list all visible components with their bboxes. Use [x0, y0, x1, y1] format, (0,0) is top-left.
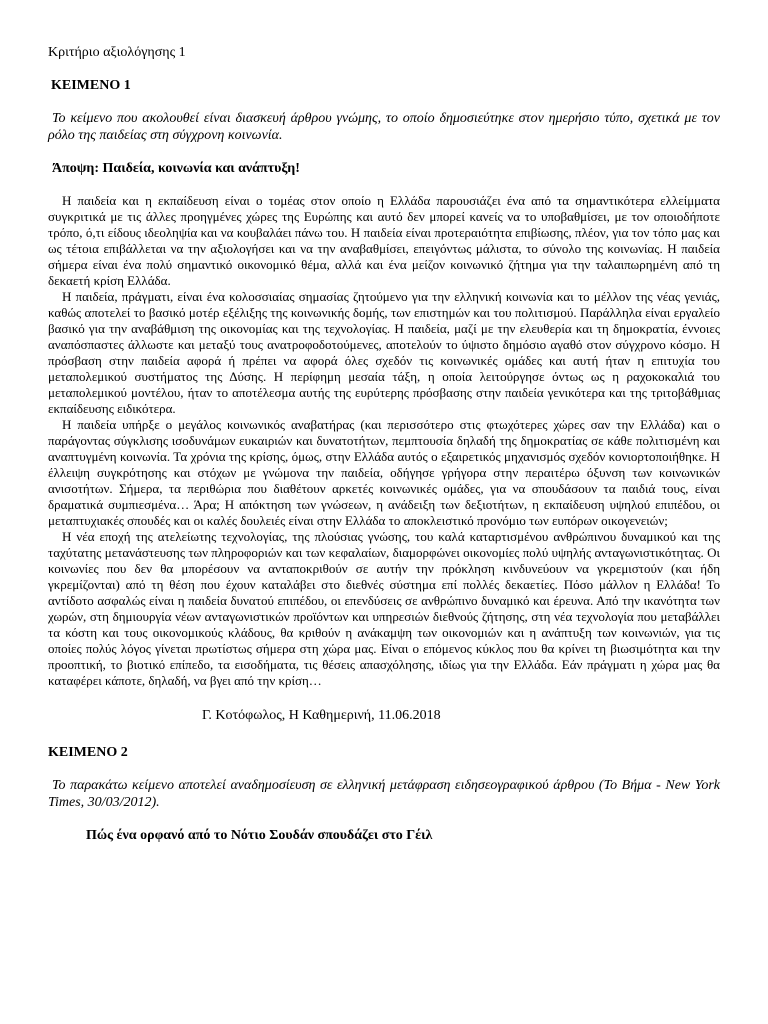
text1-paragraph: Η νέα εποχή της ατελείωτης τεχνολογίας, της πλούσιας γνώσης, του καλά καταρτισμένου ανθρώπινου δυναμικού και της ταχύτατης μετανάστευσης των πληροφοριών και των κεφαλαίων, διαμορφώνει οικονομίες πολύ υψηλής ανταγωνιστικότητας. Οι κοινωνίες που δεν θα μπορέσουν να ανταποκριθούν σε αυτήν την πρόκληση κινδυνεύουν να γκρεμιστούν (και ήδη γκρεμίζονται) από τη θέση που έχουν καταλάβει στο διεθνές σύστημα επί πολλές δεκαετίες. Πόσο μάλλον η Ελλάδα! Το αντίδοτο ασφαλώς είναι η παιδεία δυνατού επιπέδου, οι επενδύσεις σε ανθρώπινο δυναμικό και έρευνα. Από την ικανότητα των χωρών, στη δημιουργία νέων ανταγωνιστικών προϊόντων και υπηρεσιών διεθνούς ζήτησης, στη νέα τεχνολογία που μεταβάλλει τα κόστη και τους οικονομικούς κλάδους, θα κριθούν η ανάκαμψη των οικονομιών και η ανάπτυξη των κοινωνιών, για τις οποίες πολύς λόγος γίνεται πρωτίστως σήμερα στη χώρα μας. Είναι ο επόμενος κύκλος που θα κρίνει τη βιωσιμότητα και την προοπτική, το βιοτικό επίπεδο, τα εισοδήματα, τις θέσεις απασχόλησης, ιδίως για την Ελλάδα. Εάν πράγματι η χώρα μας θα καταφέρει κάποτε, δηλαδή, να βγει από την κρίση…	[48, 529, 720, 688]
text2-intro: Το παρακάτω κείμενο αποτελεί αναδημοσίευση σε ελληνική μετάφραση ειδησεογραφικού άρθρου (Το Βήμα - New York Times, 30/03/2012).	[48, 778, 720, 810]
text1-paragraph: Η παιδεία, πράγματι, είναι ένα κολοσσιαίας σημασίας ζητούμενο για την ελληνική κοινωνία και το μέλλον της νέας γενιάς, καθώς αποτελεί το βασικό μοτέρ εξέλιξης της κοινωνικής δομής, των επιστημών και του πολιτισμού. Παράλληλα είναι εργαλείο βασικό για την αναβάθμιση της οικονομίας και της τεχνολογίας. Η παιδεία, μαζί με την ελευθερία και τη δημοκρατία, έννοιες αναπόσπαστες άλλωστε και μεταξύ τους ανατροφοδοτούμενες, αποτελούν το ύψιστο δημόσιο αγαθό στον σύγχρονο κόσμο. Η πρόσβαση στην παιδεία αφορά ή πρέπει να αφορά όλες σχεδόν τις κοινωνικές ομάδες και αυτή ήταν η επιτυχία του μεταπολεμικού συστήματος της Δύσης. Η περίφημη μεσαία τάξη, η οποία λειτούργησε όντως ως η ραχοκοκαλιά του μεταπολεμικού μοντέλου, ήταν το αποτέλεσμα αυτής της ευρύτερης πρόσβασης στην παιδεία γενικότερα και της τριτοβάθμιας εκπαίδευσης ειδικότερα.	[48, 289, 720, 416]
document-page	[48, 44, 720, 860]
text1-article-title: Άποψη: Παιδεία, κοινωνία και ανάπτυξη!	[52, 161, 300, 176]
text2-heading: ΚΕΙΜΕΝΟ 2	[48, 745, 128, 760]
text1-intro: Το κείμενο που ακολουθεί είναι διασκευή άρθρου γνώμης, το οποίο δημοσιεύτηκε στον ημερήσιο τύπο, σχετικά με τον ρόλο της παιδείας στη σύγχρονη κοινωνία.	[48, 111, 720, 143]
text1-paragraph: Η παιδεία υπήρξε ο μεγάλος κοινωνικός αναβατήρας (και περισσότερο στις φτωχότερες χώρες σαν την Ελλάδα) και ο παράγοντας σύγκλισης ισοδυνάμων ευκαιριών και δυνατοτήτων, πεμπτουσία δηλαδή της δημοκρατίας σε κάθε πολιτισμένη και αναπτυγμένη κοινωνία. Τα χρόνια της κρίσης, όμως, στην Ελλάδα αυτός ο εξαιρετικός μηχανισμός σχεδόν κονιορτοποιήθηκε. Η έλλειψη συγκρότησης και στόχων με γνώμονα την παιδεία, οδήγησε γρήγορα στην περαιτέρω όξυνση των κοινωνικών ανισοτήτων. Σήμερα, τα περιθώρια που διαθέτουν αρκετές κοινωνικές ομάδες, για να σπουδάσουν τα παιδιά τους, είναι δραματικά συμπιεσμένα… Άρα; Η απόκτηση των γνώσεων, η ανάδειξη των δεξιοτήτων, η εκπαίδευση υψηλού επιπέδου, οι μεταπτυχιακές σπουδές και οι καλές δουλειές είναι στην Ελλάδα το αποκλειστικό προνόμιο των ευπόρων οικογενειών;	[48, 417, 720, 528]
assessment-criterion-label: Κριτήριο αξιολόγησης 1	[48, 45, 186, 60]
text1-body	[48, 193, 720, 689]
text1-signature: Γ. Κοτόφωλος, Η Καθημερινή, 11.06.2018	[202, 708, 441, 723]
text1-paragraph: Η παιδεία και η εκπαίδευση είναι ο τομέας στον οποίο η Ελλάδα παρουσιάζει ένα από τα σημαντικότερα ελλείμματα συγκριτικά με τις άλλες προηγμένες χώρες της Ευρώπης και αυτό δεν μπορεί κανείς να το υποβαθμίσει, με τον οποιοδήποτε τρόπο, ό,τι είδους ιδεοληψία και να κουβαλάει πάνω του. Η παιδεία είναι προτεραιότητα επιβίωσης, πλέον, για τον τόπο μας και ως τέτοια επιβάλλεται να την αξιολογήσει και να την αναβαθμίσει, επειγόντως μάλιστα, το σύνολο της κοινωνίας. Η παιδεία σήμερα είναι ένα πολύ σημαντικό οικονομικό θέμα, αλλά και ένα μείζον κοινωνικό ζήτημα για την ταλαιπωρημένη από τη δεκαετή κρίση Ελλάδα.	[48, 193, 720, 288]
text1-heading: ΚΕΙΜΕΝΟ 1	[51, 78, 131, 93]
text2-article-title: Πώς ένα ορφανό από το Νότιο Σουδάν σπουδάζει στο Γέιλ	[86, 828, 433, 843]
